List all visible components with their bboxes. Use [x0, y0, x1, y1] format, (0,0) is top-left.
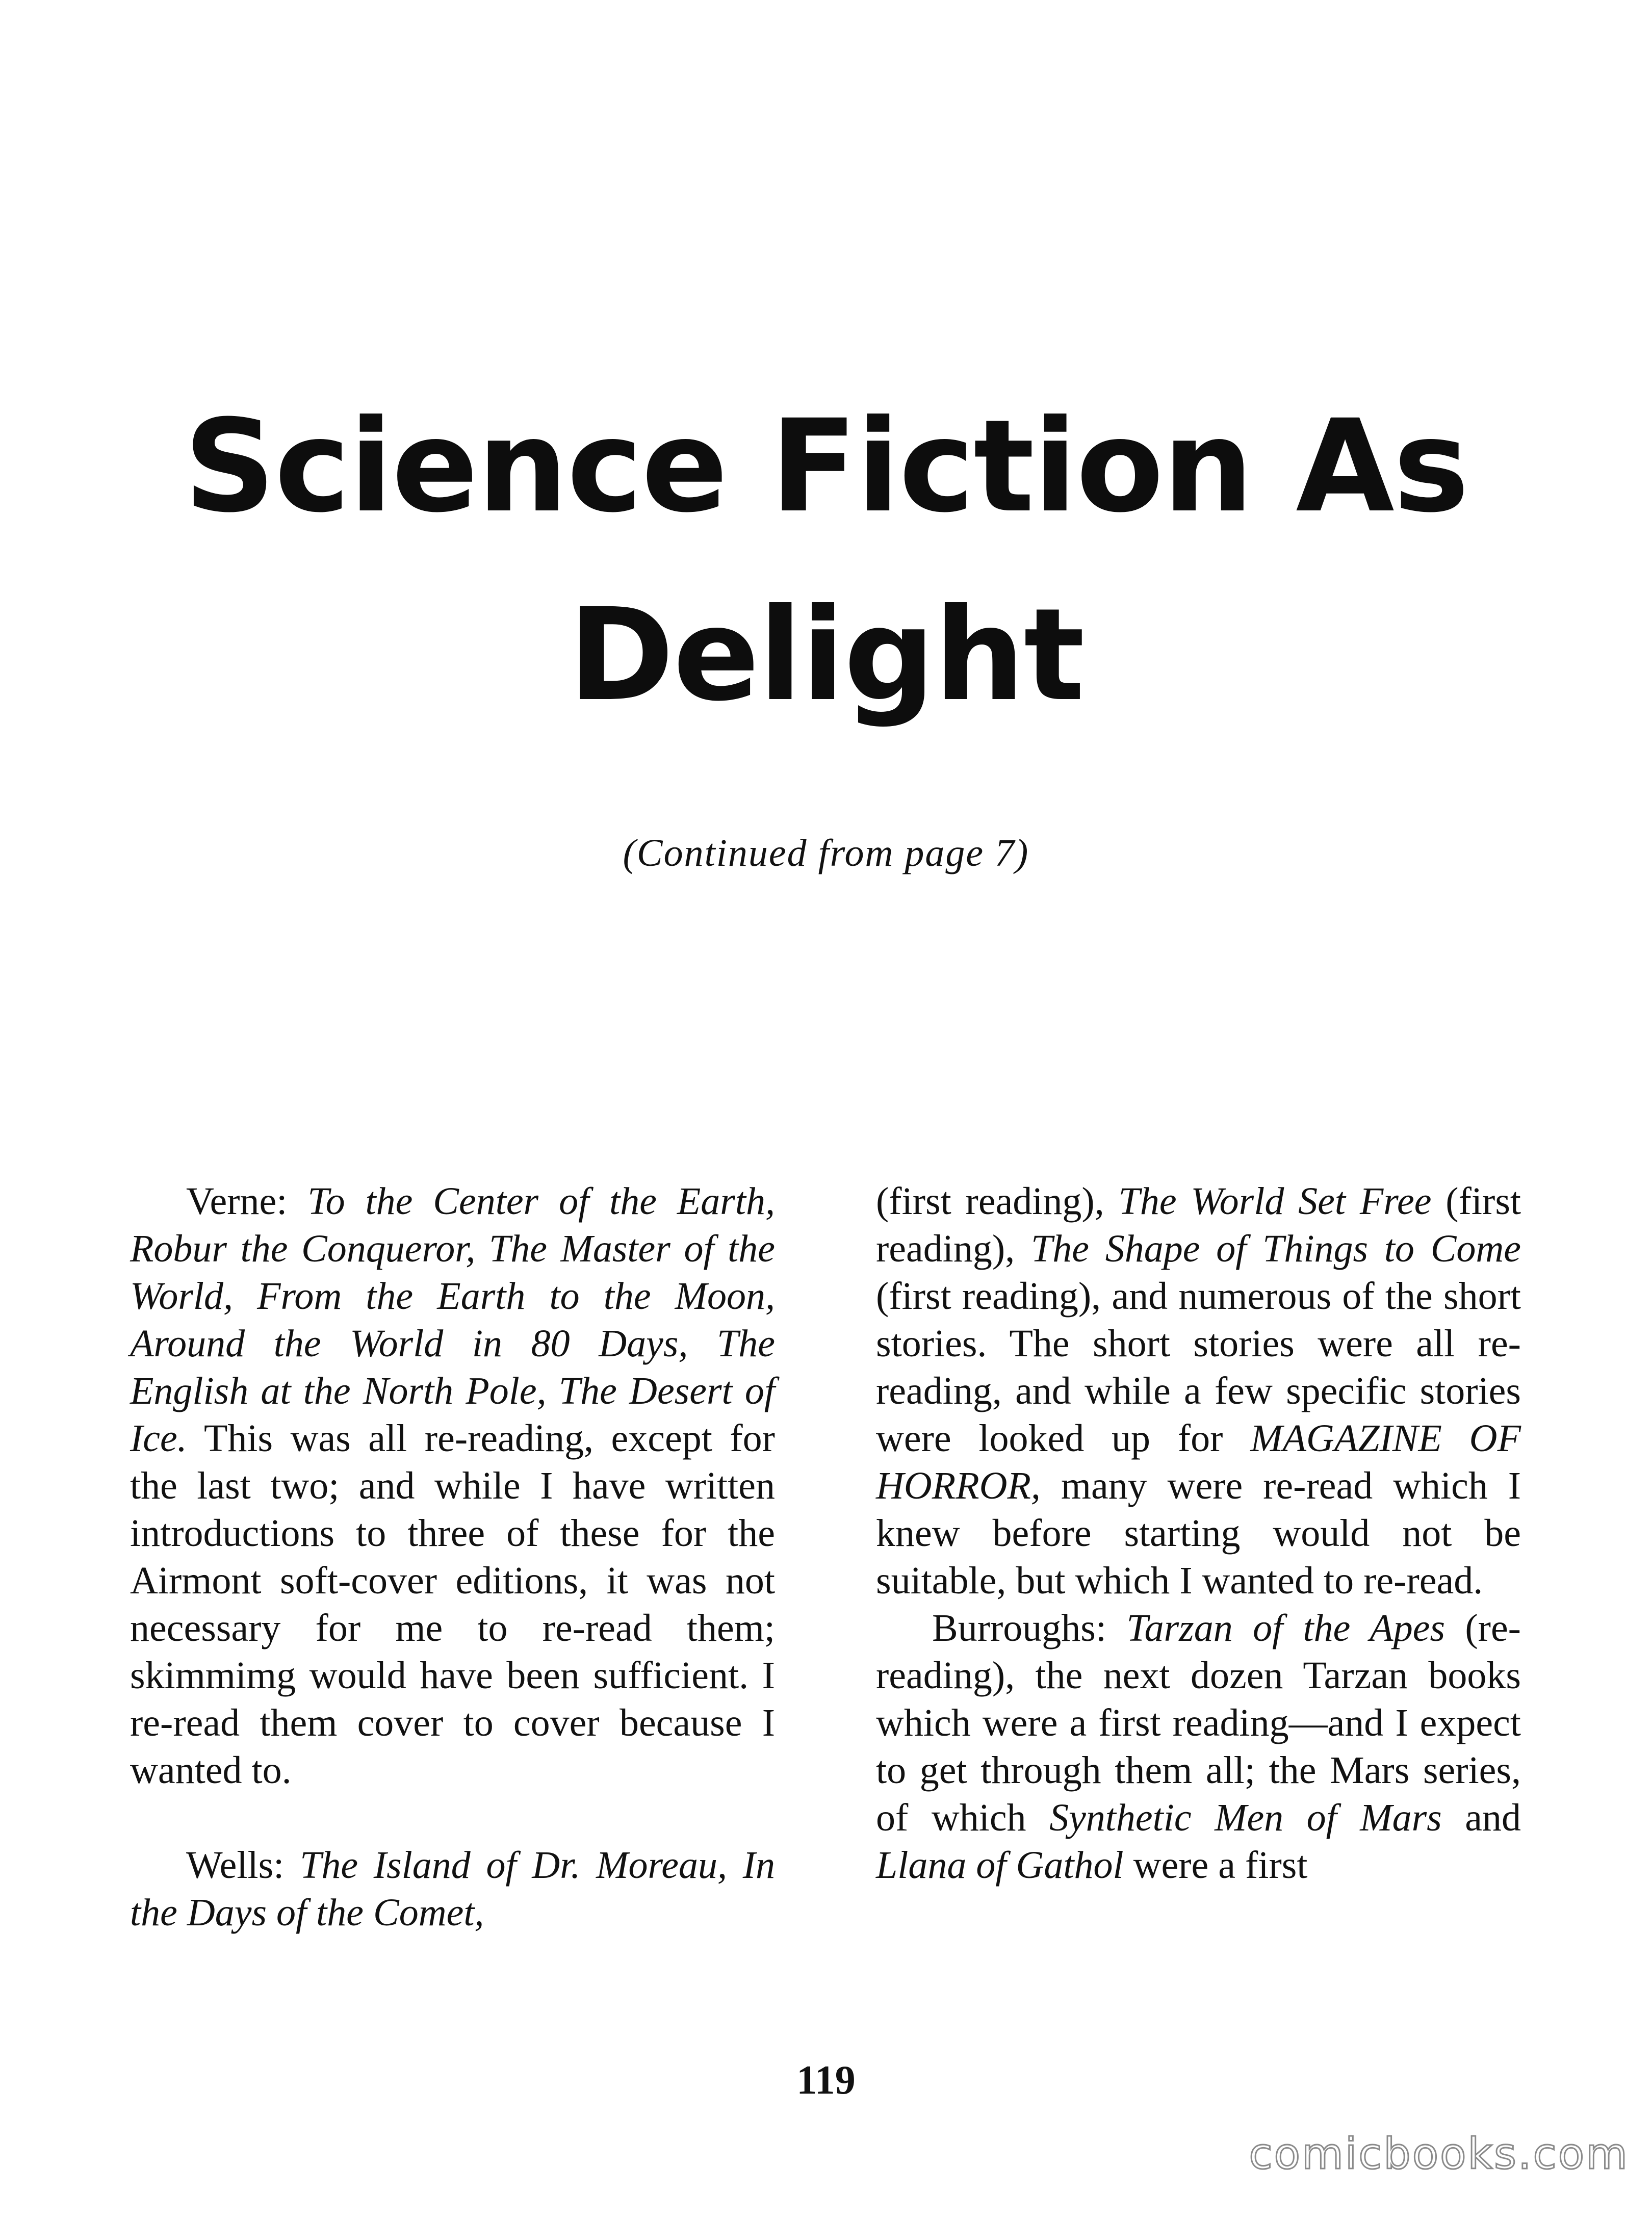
book-title: The Shape of Things to Come — [1030, 1227, 1521, 1270]
paragraph-text: and — [1465, 1796, 1521, 1839]
right-column — [876, 1178, 1521, 1889]
paragraph-text: were a first — [1133, 1844, 1308, 1887]
article-title-line-2: Delight — [568, 581, 1084, 729]
paragraph-text: This was all re-reading, except for the last two; and while I have written introductions to three of these for the Airmont soft-cover editions, it was not necessary for me to re-read them; skimmimg would have been sufficient. I re-read them cover to cover because I wanted to. — [130, 1417, 775, 1792]
watermark: comicbooks.com — [1249, 2129, 1629, 2179]
book-title: Llana of Gathol — [876, 1844, 1124, 1887]
paragraph-verne — [130, 1178, 775, 1794]
author-lead: Verne: — [186, 1180, 288, 1223]
author-lead: Wells: — [186, 1844, 285, 1887]
paragraph-burroughs — [876, 1605, 1521, 1889]
article-title-line-1: Science Fiction As — [184, 392, 1468, 540]
continuation-note: (Continued from page 7) — [623, 832, 1029, 874]
book-title: Tarzan of the Apes — [1126, 1607, 1446, 1649]
paragraph-text: (first reading), — [876, 1180, 1521, 1270]
book-title: The World Set Free — [1118, 1180, 1432, 1223]
magazine-title: MAGAZINE OF HORROR, — [876, 1417, 1521, 1507]
paragraph-text: (first reading), — [876, 1180, 1104, 1223]
page-number: 119 — [796, 2058, 856, 2103]
paragraph-wells — [130, 1842, 775, 1937]
paragraph-text: (first reading), and numerous of the short stories. The short stories were all re-reading, and while a few specific stories were looked up for — [876, 1275, 1521, 1460]
paragraph-text: many were re-read which I knew before starting would not be suitable, but which I wanted to re-read. — [876, 1464, 1521, 1602]
book-title: Synthetic Men of Mars — [1049, 1796, 1442, 1839]
book-titles: To the Center of the Earth, Robur the Conqueror, The Master of the World, From the Earth to the Moon, Around the World in 80 Days, The English at the North Pole, The Desert of Ice. — [130, 1180, 775, 1460]
left-column — [130, 1178, 775, 1937]
paragraph-text: (re-reading), the next dozen Tarzan books which were a first reading—and I expect to get through them all; the Mars series, of which — [876, 1607, 1521, 1839]
author-lead: Burroughs: — [932, 1607, 1106, 1649]
book-titles: The Island of Dr. Moreau, In the Days of the Comet, — [130, 1844, 776, 1934]
paragraph-wells-continued — [876, 1178, 1521, 1605]
